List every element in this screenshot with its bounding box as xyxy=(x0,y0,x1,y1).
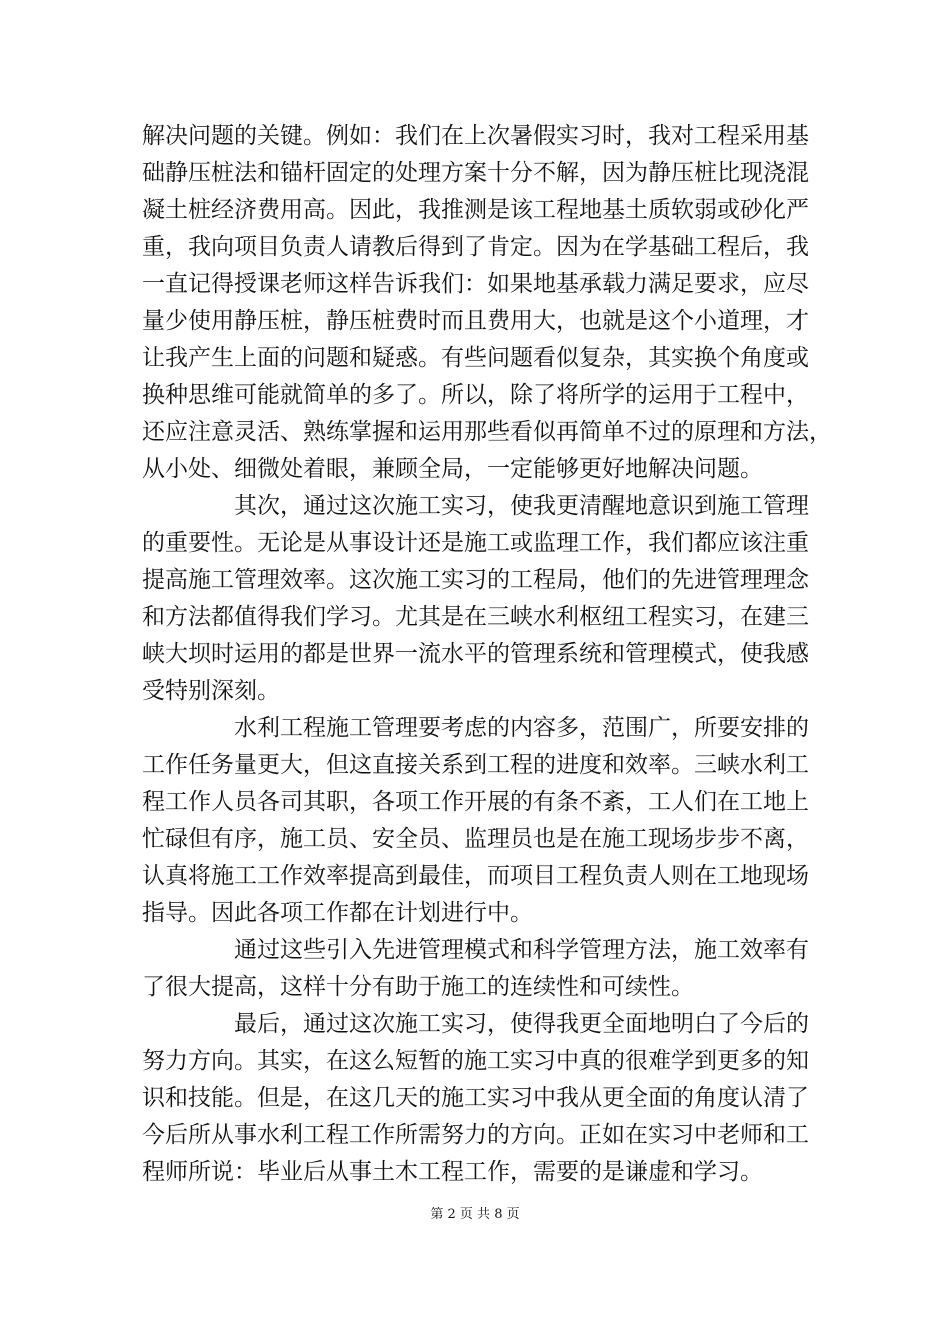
text-line: 忙碌但有序，施工员、安全员、监理员也是在施工现场步步不离， xyxy=(142,826,809,852)
text-line: 还应注意灵活、熟练掌握和运用那些看似再简单不过的原理和方法， xyxy=(142,419,832,445)
text-line: 换种思维可能就简单的多了。所以，除了将所学的运用于工程中， xyxy=(142,382,809,408)
body-text xyxy=(142,118,832,1191)
text-line: 的重要性。无论是从事设计还是施工或监理工作，我们都应该注重 xyxy=(142,530,809,556)
page-number: 第 2 页 共 8 页 xyxy=(430,1207,520,1222)
text-line: 重，我向项目负责人请教后得到了肯定。因为在学基础工程后，我 xyxy=(142,234,809,260)
text-line: 其次，通过这次施工实习，使我更清醒地意识到施工管理 xyxy=(234,493,809,519)
text-line: 水利工程施工管理要考虑的内容多，范围广，所要安排的 xyxy=(234,715,809,741)
text-line: 提高施工管理效率。这次施工实习的工程局，他们的先进管理理念 xyxy=(142,567,809,593)
text-line: 指导。因此各项工作都在计划进行中。 xyxy=(142,900,533,926)
text-line: 努力方向。其实，在这么短暂的施工实习中真的很难学到更多的知 xyxy=(142,1048,809,1074)
text-line: 从小处、细微处着眼，兼顾全局，一定能够更好地解决问题。 xyxy=(142,456,763,482)
text-line: 最后，通过这次施工实习，使得我更全面地明白了今后的 xyxy=(234,1011,809,1037)
text-line: 程师所说：毕业后从事土木工程工作，需要的是谦虚和学习。 xyxy=(142,1159,763,1185)
text-line: 量少使用静压桩，静压桩费时而且费用大，也就是这个小道理，才 xyxy=(142,308,809,334)
text-line: 程工作人员各司其职，各项工作开展的有条不紊，工人们在工地上 xyxy=(142,789,809,815)
text-line: 受特别深刻。 xyxy=(142,678,280,704)
text-line: 解决问题的关键。例如：我们在上次暑假实习时，我对工程采用基 xyxy=(142,123,809,149)
text-line: 峡大坝时运用的都是世界一流水平的管理系统和管理模式，使我感 xyxy=(142,641,809,667)
text-line: 础静压桩法和锚杆固定的处理方案十分不解，因为静压桩比现浇混 xyxy=(142,160,809,186)
text-line: 工作任务量更大，但这直接关系到工程的进度和效率。三峡水利工 xyxy=(142,752,809,778)
text-line: 今后所从事水利工程工作所需努力的方向。正如在实习中老师和工 xyxy=(142,1122,809,1148)
text-line: 通过这些引入先进管理模式和科学管理方法，施工效率有 xyxy=(234,937,809,963)
text-line: 凝土桩经济费用高。因此，我推测是该工程地基土质软弱或砂化严 xyxy=(142,197,809,223)
text-line: 识和技能。但是，在这几天的施工实习中我从更全面的角度认清了 xyxy=(142,1085,809,1111)
text-line: 让我产生上面的问题和疑惑。有些问题看似复杂，其实换个角度或 xyxy=(142,345,809,371)
text-line: 一直记得授课老师这样告诉我们：如果地基承载力满足要求，应尽 xyxy=(142,271,809,297)
text-line: 了很大提高，这样十分有助于施工的连续性和可续性。 xyxy=(142,974,694,1000)
text-line: 和方法都值得我们学习。尤其是在三峡水利枢纽工程实习，在建三 xyxy=(142,604,809,630)
text-line: 认真将施工工作效率提高到最佳，而项目工程负责人则在工地现场 xyxy=(142,863,809,889)
